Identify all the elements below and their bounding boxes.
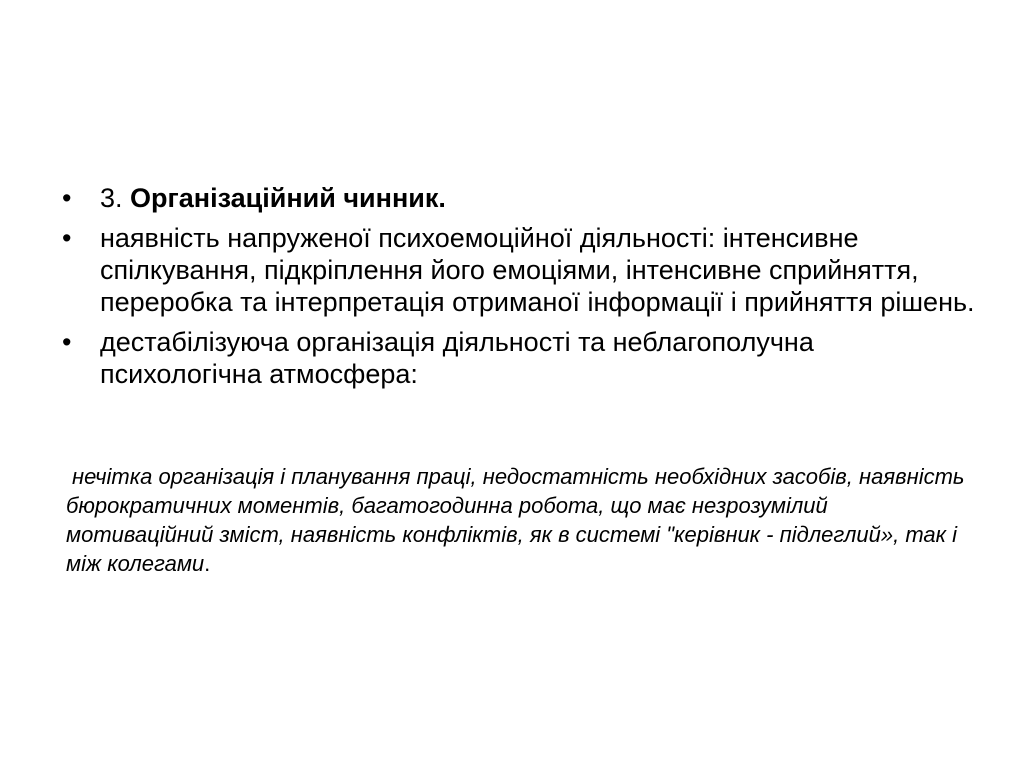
bullet-item-workload	[62, 222, 982, 318]
bullet-list	[62, 182, 982, 398]
heading-title: Організаційний чинник.	[130, 183, 446, 213]
italic-note	[60, 462, 976, 578]
bullet-icon: •	[62, 183, 72, 213]
bullet-text: наявність напруженої психоемоційної діяльності: інтенсивне спілкування, підкріплення його емоціями, інтенсивне сприйняття, переробка та інтерпретація отриманої інформації і прийняття рішень.	[100, 223, 975, 317]
heading-item	[62, 182, 982, 214]
bullet-icon: •	[62, 223, 72, 253]
bullet-icon: •	[62, 327, 72, 357]
note-text: нечітка організація і планування праці, недостатність необхідних засобів, наявність бюрократичних моментів, багатогодинна робота, що має незрозумілий мотиваційний зміст, наявність конфліктів, як в системі "керівник - підлеглий», так і між колегами	[66, 464, 965, 576]
bullet-text: дестабілізуюча організація діяльності та неблагополучна психологічна атмосфера:	[100, 327, 814, 389]
note-end-punctuation: .	[204, 551, 211, 576]
bullet-item-organization	[62, 326, 982, 390]
heading-number: 3.	[100, 183, 131, 213]
